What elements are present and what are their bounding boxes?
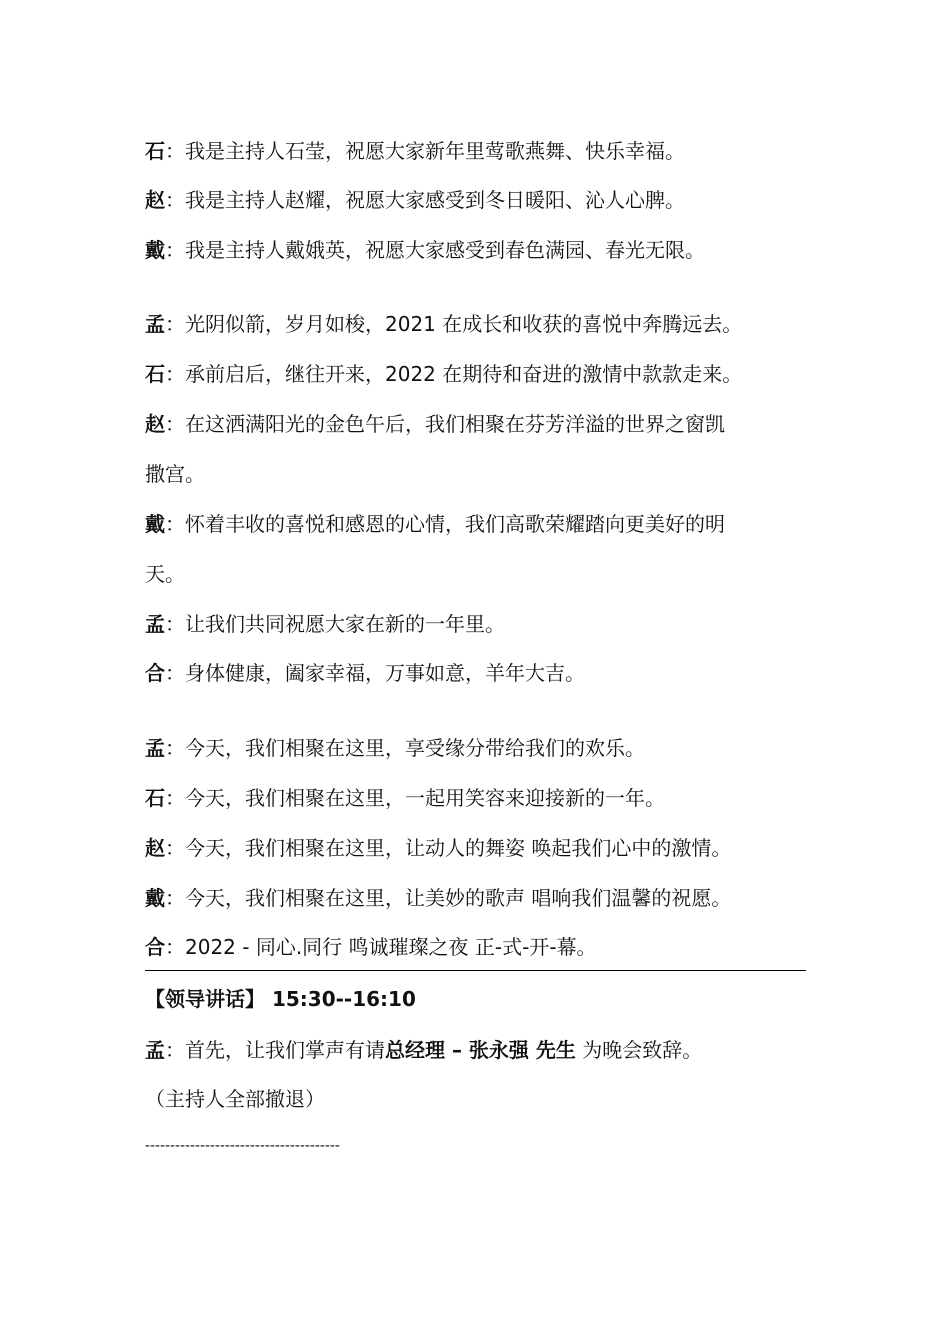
script-line: [145, 236, 705, 264]
line-text: ：今天，我们相聚在这里，享受缘分带给我们的欢乐。: [165, 736, 645, 760]
line-text: ：我是主持人戴娥英，祝愿大家感受到春色满园、春光无限。: [165, 238, 705, 262]
line-text: 为晚会致辞。: [575, 1038, 703, 1062]
script-line: [145, 734, 645, 762]
speaker-label: 石: [145, 362, 165, 386]
line-text: ：2022 - 同心.同行 鸣诚璀璨之夜 正-式-开-幕。: [165, 935, 597, 959]
section-heading: 【领导讲话】 15:30--16:10: [145, 987, 416, 1011]
script-line-continuation: [145, 460, 205, 488]
line-text: ：首先，让我们掌声有请: [165, 1038, 385, 1062]
speaker-label: 戴: [145, 886, 165, 910]
speaker-label: 孟: [145, 1038, 165, 1062]
script-line: [145, 410, 725, 438]
line-text: ：今天，我们相聚在这里，让美妙的歌声 唱响我们温馨的祝愿。: [165, 886, 732, 910]
line-text: ：身体健康，阖家幸福，万事如意，羊年大吉。: [165, 661, 585, 685]
speaker-label: 孟: [145, 612, 165, 636]
line-text: 撒宫。: [145, 462, 205, 486]
line-text: ：在这洒满阳光的金色午后，我们相聚在芬芳洋溢的世界之窗凯: [165, 412, 725, 436]
line-text: 天。: [145, 562, 185, 586]
dashed-separator: ---------------------------------------: [145, 1137, 340, 1154]
speaker-label: 合: [145, 935, 165, 959]
speaker-label: 赵: [145, 836, 165, 860]
script-line: [145, 1036, 702, 1064]
speaker-label: 孟: [145, 312, 165, 336]
script-line: [145, 884, 731, 912]
line-text: ：我是主持人石莹，祝愿大家新年里莺歌燕舞、快乐幸福。: [165, 139, 685, 163]
line-text: ：今天，我们相聚在这里，一起用笑容来迎接新的一年。: [165, 786, 665, 810]
script-line: [145, 310, 742, 338]
guest-name: 总经理 – 张永强 先生: [385, 1038, 576, 1062]
script-line: [145, 784, 665, 812]
speaker-label: 合: [145, 661, 165, 685]
line-text: ：今天，我们相聚在这里，让动人的舞姿 唤起我们心中的激情。: [165, 836, 732, 860]
script-line: [145, 834, 731, 862]
line-text: ：光阴似箭，岁月如梭，2021 在成长和收获的喜悦中奔腾远去。: [165, 312, 743, 336]
speaker-label: 赵: [145, 412, 165, 436]
script-line: [145, 659, 585, 687]
script-line: [145, 137, 685, 165]
speaker-label: 孟: [145, 736, 165, 760]
speaker-label: 戴: [145, 238, 165, 262]
speaker-label: 赵: [145, 188, 165, 212]
section-divider: [145, 970, 806, 971]
script-line: [145, 510, 725, 538]
script-line: [145, 360, 742, 388]
line-text: ：我是主持人赵耀，祝愿大家感受到冬日暖阳、沁人心脾。: [165, 188, 685, 212]
script-line: [145, 610, 505, 638]
line-text: ：让我们共同祝愿大家在新的一年里。: [165, 612, 505, 636]
line-text: ：怀着丰收的喜悦和感恩的心情，我们高歌荣耀踏向更美好的明: [165, 512, 725, 536]
speaker-label: 戴: [145, 512, 165, 536]
script-line: [145, 933, 597, 961]
script-line-continuation: [145, 560, 185, 588]
stage-note: （主持人全部撤退）: [145, 1087, 325, 1111]
speaker-label: 石: [145, 786, 165, 810]
script-line: [145, 186, 685, 214]
speaker-label: 石: [145, 139, 165, 163]
line-text: ：承前启后，继往开来，2022 在期待和奋进的激情中款款走来。: [165, 362, 743, 386]
